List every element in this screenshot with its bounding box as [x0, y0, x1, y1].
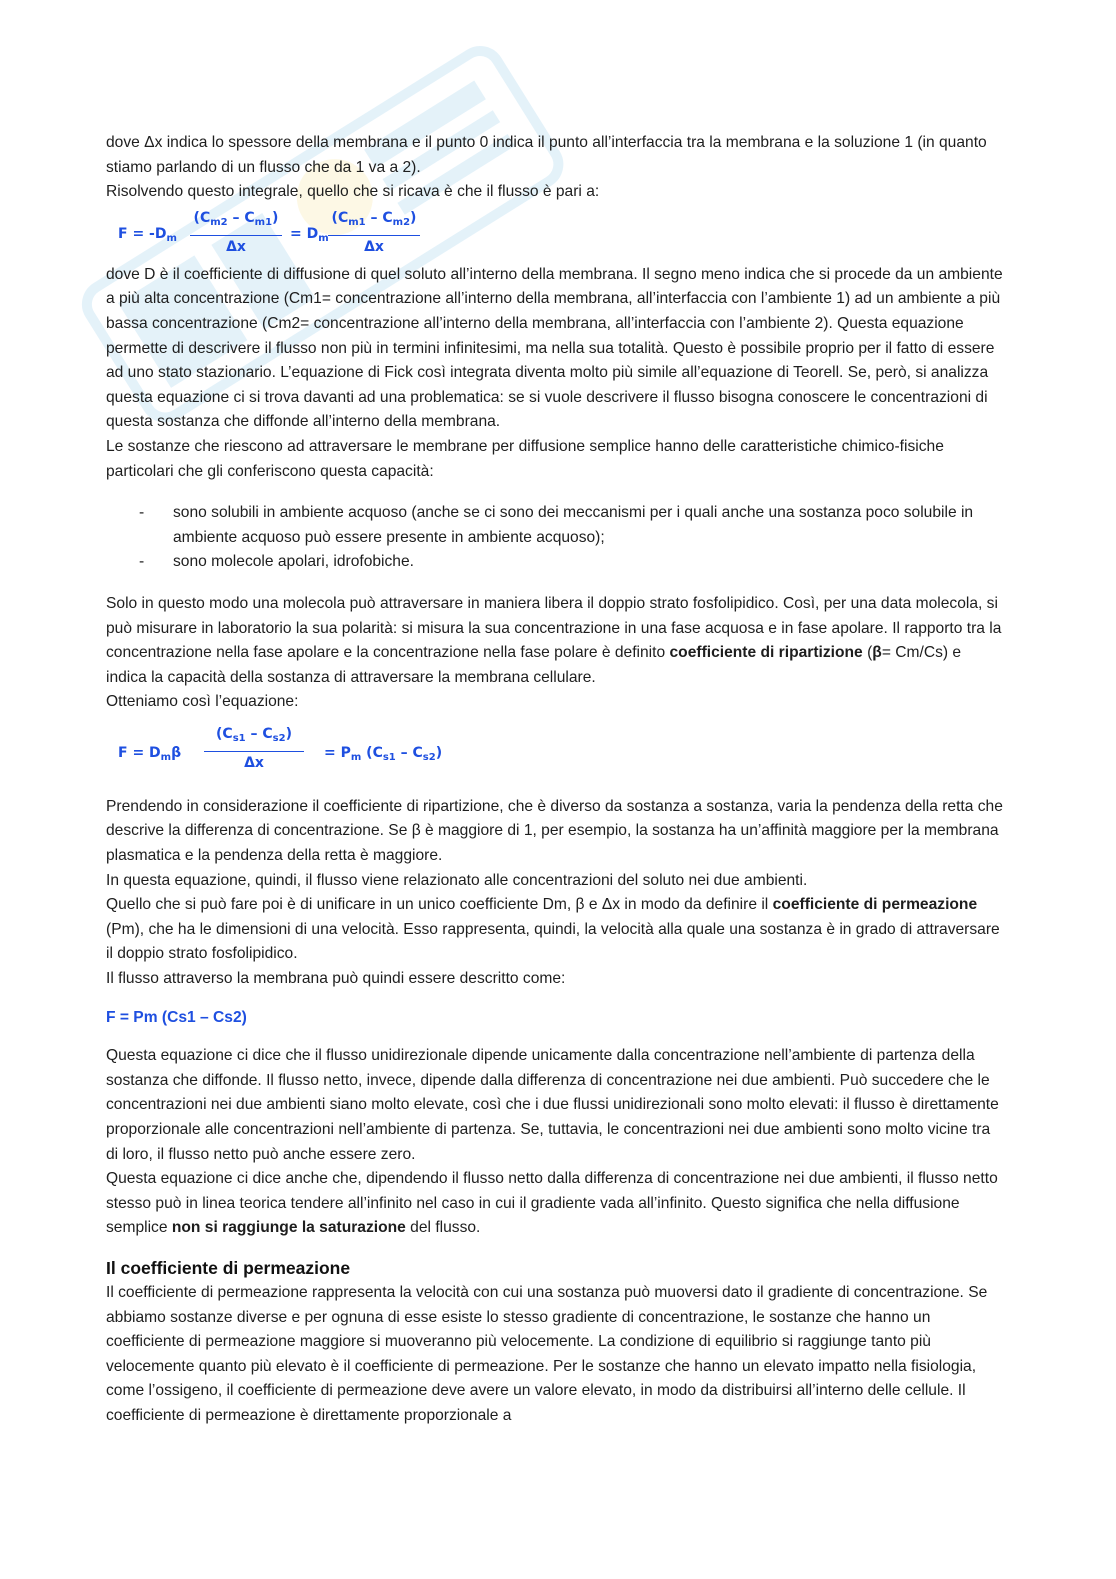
formula-lhs: $F = D_m\beta$ [118, 744, 182, 763]
paragraph: In questa equazione, quindi, il flusso viene relazionato alle concentrazioni del soluto nei due ambienti. [106, 871, 808, 889]
page-content [106, 131, 1006, 1429]
paragraph: Questa equazione ci dice anche che, dipendendo il flusso netto dalla differenza di concentrazione nei due ambienti, il flusso netto stesso può in linea teorica tendere all’infinito nel caso in cui il gradiente vada all’infinito. Questo significa che nella diffusione semplice non si raggiunge la saturazione del flusso. [106, 1170, 998, 1237]
equation-permeation: F = Pm (Cs1 – Cs2) [106, 1008, 247, 1026]
paragraph: Solo in questo modo una molecola può attraversare in maniera libera il doppio strato fosfolipidico. Così, per una data molecola, si può misurare in laboratorio la sua polarità: si misura la sua concentrazione in una fase acquosa e in fase apolare. Il rapporto tra la concentrazione nella fase apolare e la concentrazione nella fase polare è definito coefficiente di ripartizione (β= Cm/Cs) e indica la capacità della sostanza di attraversare la membrana cellulare. [106, 594, 1002, 686]
formula-fraction: $(C_{s1} - C_{s2})$ Δx [204, 723, 304, 772]
formula-fraction: $(C_{m2} - C_{m1})$ Δx [190, 207, 282, 256]
paragraph: dove D è il coefficiente di diffusione di quel soluto all’interno della membrana. Il segno meno indica che si procede da un ambiente a più alta concentrazione (Cm1= concentrazione all’interno della membrana, all’interfaccia con l’ambiente 1) ad un ambiente a più bassa concentrazione (Cm2= concentrazione all’interno della membrana, all’interfaccia con l’ambiente 2). Questa equazione permette di descrivere il flusso non più in termini infinitesimi, ma nella sua totalità. Questo è possibile proprio per il fatto di essere ad uno stato stazionario. L’equazione di Fick così integrata diventa molto più simile all’equazione di Teorell. Se, però, si analizza questa equazione ci si trova davanti ad una problematica: se si vuole descrivere il flusso bisogna conoscere le concentrazioni di questa sostanza che diffonde all’interno della membrana. [106, 265, 1003, 431]
paragraph: Prendendo in considerazione il coefficiente di ripartizione, che è diverso da sostanza a sostanza, varia la pendenza della retta che descrive la differenza di concentrazione. Se β è maggiore di 1, per esempio, la sostanza ha un’affinità maggiore per la membrana plasmatica e la pendenza della retta è maggiore. [106, 797, 1003, 865]
formula-fick-integrated [118, 207, 1006, 263]
paragraph: Quello che si può fare poi è di unificare in un unico coefficiente Dm, β e Δx in modo da definire il coefficiente di permeazione (Pm), che ha le dimensioni di una velocità. Esso rappresenta, quindi, la velocità alla quale una sostanza è in grado di attraversare il doppio strato fosfolipidico. [106, 896, 1000, 963]
formula-equals: = $D_m$ [290, 225, 329, 244]
list-item: - sono solubili in ambiente acquoso (anche se ci sono dei meccanismi per i quali anche una sostanza poco solubile in ambiente acquoso può essere presente in ambiente acquoso); [139, 504, 974, 546]
formula-lhs: $F = -D_m$ [118, 225, 177, 244]
paragraph: Il coefficiente di permeazione rappresenta la velocità con cui una sostanza può muoversi dato il gradiente di concentrazione. Se abbiamo sostanze diverse e per ognuna di esse esiste lo stesso gradiente di concentrazione, le sostanze che hanno un coefficiente di permeazione maggiore si muoveranno più velocemente. La condizione di equilibrio si raggiunge tanto più velocemente quanto più elevato è il coefficiente di permeazione. Per le sostanze che hanno un elevato impatto nella fisiologia, come l’ossigeno, il coefficiente di permeazione deve avere un valore elevato, in modo da distribuirsi all’interno delle cellule. Il coefficiente di permeazione è direttamente proporzionale a [106, 1283, 988, 1424]
formula-partition [118, 721, 1006, 787]
section-heading: Il coefficiente di permeazione [106, 1257, 351, 1278]
paragraph: Otteniamo così l’equazione: [106, 693, 299, 711]
list-item: - sono molecole apolari, idrofobiche. [139, 553, 414, 571]
property-list [106, 501, 1006, 575]
paragraph: Questa equazione ci dice che il flusso unidirezionale dipende unicamente dalla concentrazione nell’ambiente di partenza della sostanza che diffonde. Il flusso netto, invece, dipende dalla differenza di concentrazione nei due ambienti. Può succedere che le concentrazioni nei due ambienti siano molto elevate, così che i due flussi unidirezionali sono molto elevati: il flusso è direttamente proporzionale alle concentrazioni nell’ambiente di partenza. Se, tuttavia, le concentrazioni nei due ambienti sono molto vicine tra di loro, il flusso netto può anche essere zero. [106, 1047, 999, 1163]
formula-fraction: $(C_{m1} - C_{m2})$ Δx [328, 207, 420, 256]
formula-rhs: = $P_m$ $(C_{s1} - C_{s2})$ [324, 744, 443, 763]
paragraph: Risolvendo questo integrale, quello che si ricava è che il flusso è pari a: [106, 183, 600, 201]
paragraph: Le sostanze che riescono ad attraversare le membrane per diffusione semplice hanno delle caratteristiche chimico-fisiche particolari che gli conferiscono questa capacità: [106, 437, 944, 480]
paragraph: Il flusso attraverso la membrana può quindi essere descritto come: [106, 970, 566, 988]
paragraph: dove Δx indica lo spessore della membrana e il punto 0 indica il punto all’interfaccia tra la membrana e la soluzione 1 (in quanto stiamo parlando di un flusso che da 1 va a 2). [106, 134, 987, 176]
